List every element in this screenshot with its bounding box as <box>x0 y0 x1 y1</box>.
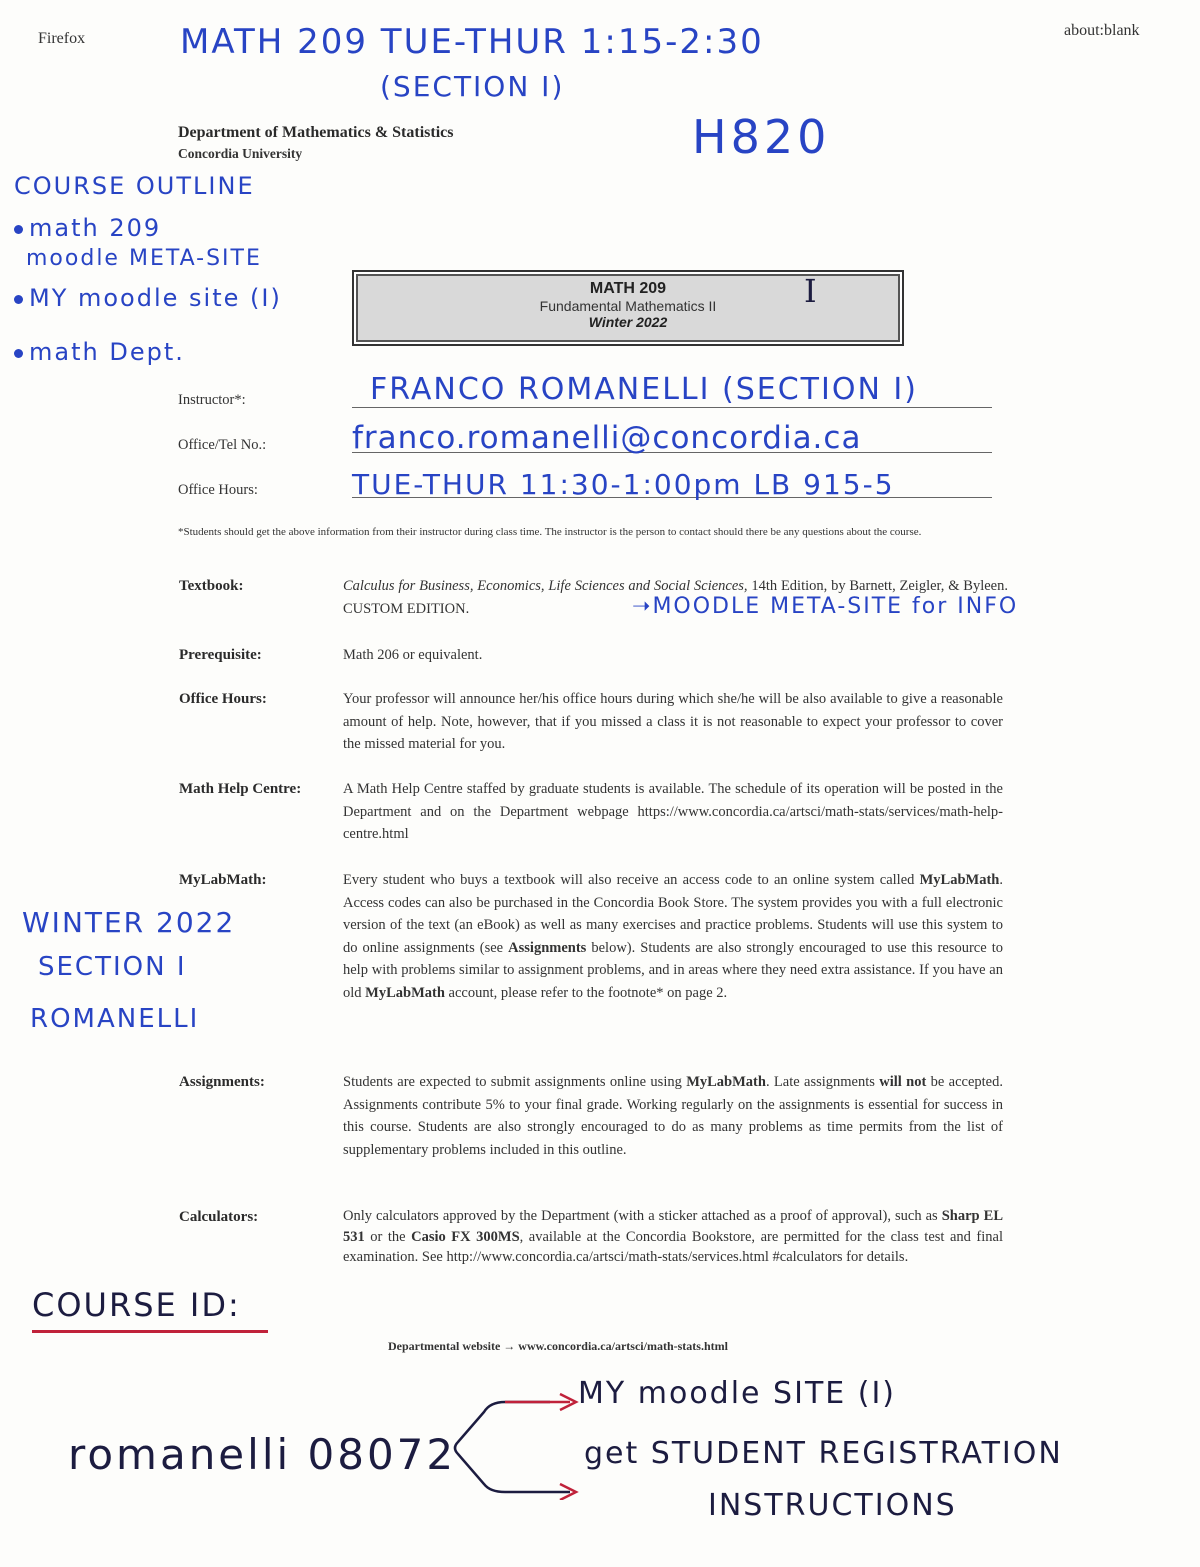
handwritten-section-side: SECTION I <box>38 952 187 982</box>
instructor-underline <box>352 407 992 408</box>
page-url: about:blank <box>1064 22 1140 39</box>
outline-item: math Dept. <box>14 338 185 366</box>
handwritten-office-hours: TUE-THUR 11:30-1:00pm LB 915-5 <box>352 468 895 501</box>
department-website: Departmental website → www.concordia.ca/artsci/math-stats.html <box>388 1339 728 1353</box>
bullet-icon <box>14 349 23 358</box>
handwritten-romanelli-side: ROMANELLI <box>30 1004 200 1034</box>
course-title-box <box>352 270 904 346</box>
prereq-text: Math 206 or equivalent. <box>343 647 483 663</box>
university-name: Concordia University <box>178 146 303 161</box>
outline-item: math 209 <box>14 214 161 242</box>
handwritten-arrow-instructions: INSTRUCTIONS <box>708 1488 957 1523</box>
handwritten-arrow-moodle: MY moodle SITE (I) <box>578 1376 897 1411</box>
office-hours-text: Your professor will announce her/his office hours during which she/he will be also available to give a reasonable amount of help. Note, however, that if you missed a class it is not reasonable to expect your professor to cover the missed material for you. <box>343 691 1003 752</box>
handwritten-textbook-note: ➝MOODLE META-SITE for INFO <box>632 594 1019 619</box>
help-centre-text: A Math Help Centre staffed by graduate students is available. The schedule of its operation will be posted in the Department and on the Department webpage https://www.concordia.ca/artsci/math-stats/services/math-help-centre.html <box>343 781 1003 842</box>
calculators-text: Only calculators approved by the Department (with a sticker attached as a proof of approval), such as Sharp EL 531 or the Casio FX 300MS, available at the Concordia Bookstore, are permitted for the class test and final examination. See http://www.concordia.ca/artsci/math-stats/services.html #calculators for details. <box>343 1208 1003 1265</box>
handwritten-winter: WINTER 2022 <box>22 906 236 939</box>
office-hours-label: Office Hours: <box>179 691 267 707</box>
assignments-text: Students are expected to submit assignments online using MyLabMath. Late assignments will not be accepted. Assignments contribute 5% to your final grade. Working regularly on the assignments is essential for success in this course. Students are also strongly encouraged to do as many problems as time permits from the list of supplementary problems included in this outline. <box>343 1074 1003 1158</box>
handwritten-box-section: I <box>804 272 819 310</box>
bullet-icon <box>14 295 23 304</box>
course-name: Fundamental Mathematics II <box>539 298 717 314</box>
instructor-footnote: *Students should get the above information from their instructor during class time. The instructor is the person to contact should there be any questions about the course. <box>178 526 922 538</box>
handwritten-arrow-registration: get STUDENT REGISTRATION <box>584 1436 1063 1471</box>
course-id-underline <box>32 1330 268 1333</box>
calculators-label: Calculators: <box>179 1209 259 1225</box>
bracket-arrows-icon <box>450 1390 590 1500</box>
course-term: Winter 2022 <box>588 314 668 330</box>
handwritten-instructor: FRANCO ROMANELLI (SECTION I) <box>370 372 918 407</box>
handwritten-course-id-label: COURSE ID: <box>32 1286 241 1324</box>
outline-item: moodle META-SITE <box>26 246 262 271</box>
handwritten-room: H820 <box>692 110 831 164</box>
handwritten-outline-title: COURSE OUTLINE <box>14 172 255 200</box>
handwritten-email: franco.romanelli@concordia.ca <box>352 420 862 456</box>
help-centre-label: Math Help Centre: <box>179 781 302 797</box>
outline-item: MY moodle site (I) <box>14 284 282 312</box>
handwritten-course-time: MATH 209 TUE-THUR 1:15-2:30 <box>180 22 764 62</box>
handwritten-course-id: romanelli 08072 <box>68 1430 457 1479</box>
mylab-text: Every student who buys a textbook will also receive an access code to an online system called MyLabMath. Access codes can also be purchased in the Concordia Book Store. The system provides you with a full electronic version of the text (an eBook) as well as many exercises and practice problems. Students will use this system to do online assignments (see Assignments below). Students are also strongly encouraged to use this resource to help with problems similar to assignment problems, and in areas where they need extra assistance. If you have an old MyLabMath account, please refer to the footnote* on page 2. <box>343 872 1003 1001</box>
mylab-label: MyLabMath: <box>179 872 267 888</box>
instructor-label: Instructor*: <box>178 392 246 408</box>
department-name: Department of Mathematics & Statistics <box>178 124 454 141</box>
arrow-icon: ➝ <box>632 594 653 619</box>
textbook-text: Calculus for Business, Economics, Life Sciences and Social Sciences, 14th Edition, by Barnett, Zeigler, & Byleen. CUSTOM EDITION. <box>343 578 1008 617</box>
prereq-label: Prerequisite: <box>179 647 262 663</box>
browser-name: Firefox <box>38 30 86 47</box>
office-label: Office/Tel No.: <box>178 437 267 453</box>
bullet-icon <box>14 225 23 234</box>
handwritten-section: (SECTION I) <box>380 70 565 103</box>
textbook-label: Textbook: <box>179 578 244 594</box>
assignments-label: Assignments: <box>179 1074 265 1090</box>
hours-label: Office Hours: <box>178 482 258 498</box>
course-code: MATH 209 <box>589 280 667 297</box>
